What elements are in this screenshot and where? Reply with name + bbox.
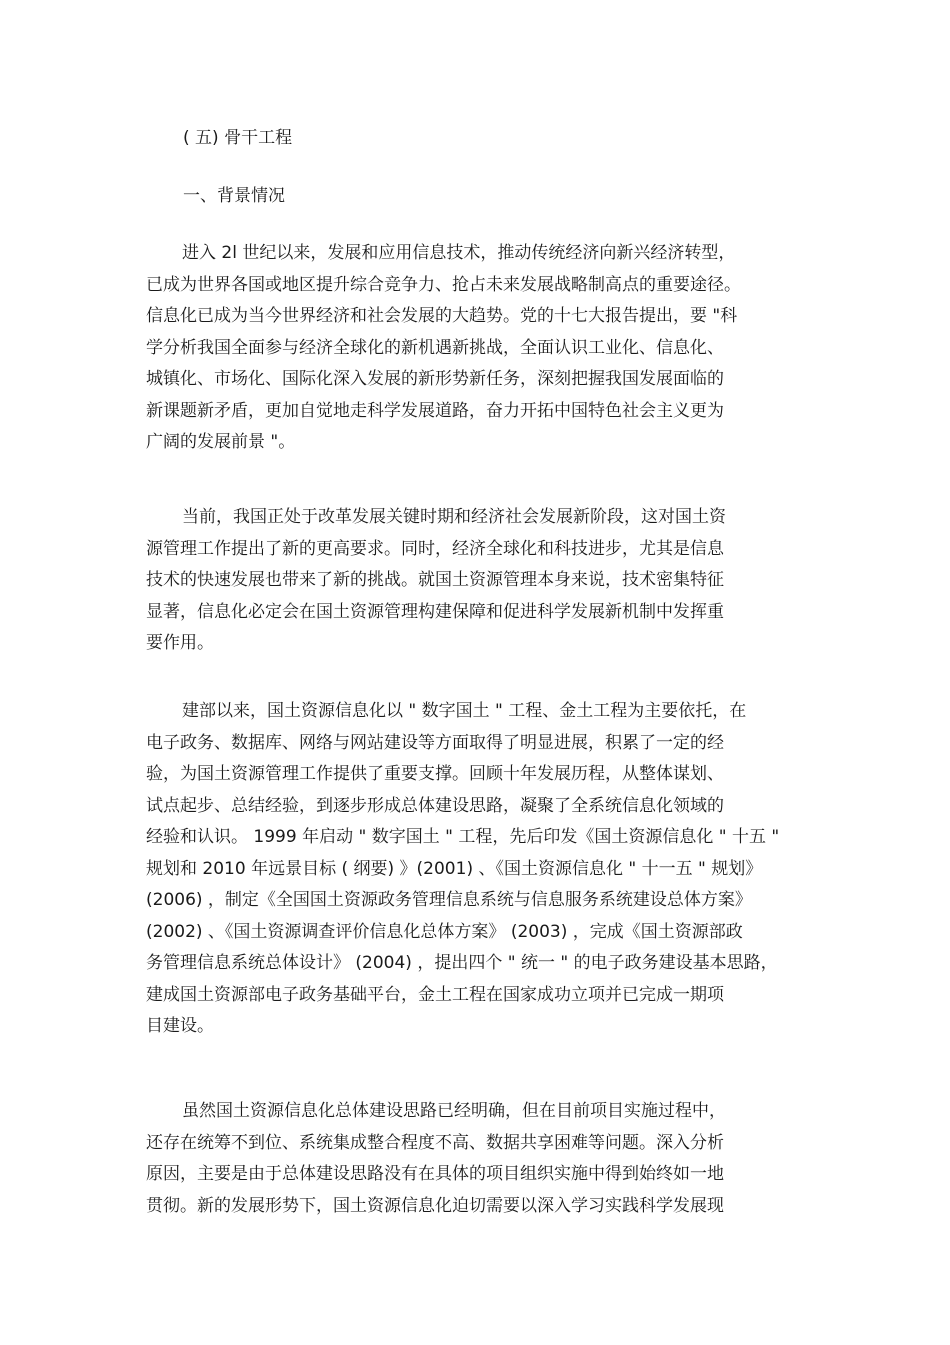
text-line: 学分析我国全面参与经济全球化的新机遇新挑战，全面认识工业化、信息化、 xyxy=(146,337,724,358)
text-line: 源管理工作提出了新的更高要求。同时，经济全球化和科技进步，尤其是信息 xyxy=(146,538,724,559)
text-line: 还存在统筹不到位、系统集成整合程度不高、数据共享困难等问题。深入分析 xyxy=(146,1132,724,1153)
text-line: 规划和 2010 年远景目标 ( 纲要) 》(2001) 、《国土资源信息化 " 十一五 " 规划》 xyxy=(146,858,763,879)
text-line: 进入 2l 世纪以来，发展和应用信息技术，推动传统经济向新兴经济转型， xyxy=(182,243,736,263)
section-heading: ( 五) 骨干工程 xyxy=(183,128,293,148)
text-line: 经验和认识。 1999 年启动 " 数字国土 " 工程，先后印发《国土资源信息化 " 十五 " xyxy=(146,827,780,847)
text-line: 目建设。 xyxy=(146,1016,214,1036)
text-line: 城镇化、市场化、国际化深入发展的新形势新任务，深刻把握我国发展面临的 xyxy=(146,369,724,389)
paragraph-background-4 xyxy=(146,1096,826,1222)
paragraph-background-2 xyxy=(146,502,826,660)
text-line: 显著，信息化必定会在国土资源管理构建保障和促进科学发展新机制中发挥重 xyxy=(146,601,724,622)
text-line: 新课题新矛盾，更加自觉地走科学发展道路，奋力开拓中国特色社会主义更为 xyxy=(146,400,724,421)
text-line: 贯彻。新的发展形势下，国土资源信息化迫切需要以深入学习实践科学发展现 xyxy=(146,1195,724,1216)
paragraph-background-1 xyxy=(146,238,826,459)
paragraph-background-3 xyxy=(146,696,826,1043)
text-line: 建部以来，国土资源信息化以 " 数字国土 " 工程、金土工程为主要依托，在 xyxy=(182,701,747,721)
text-line: 试点起步、总结经验，到逐步形成总体建设思路，凝聚了全系统信息化领域的 xyxy=(146,795,724,816)
text-line: 原因，主要是由于总体建设思路没有在具体的项目组织实施中得到始终如一地 xyxy=(146,1164,724,1184)
text-line: 当前，我国正处于改革发展关键时期和经济社会发展新阶段，这对国土资 xyxy=(182,507,726,527)
text-line: 虽然国土资源信息化总体建设思路已经明确，但在目前项目实施过程中， xyxy=(182,1101,726,1121)
text-line: 信息化已成为当今世界经济和社会发展的大趋势。党的十七大报告提出，要 "科 xyxy=(146,306,738,326)
text-line: 建成国土资源部电子政务基础平台，金土工程在国家成功立项并已完成一期项 xyxy=(146,984,724,1005)
text-line: 已成为世界各国或地区提升综合竞争力、抢占未来发展战略制高点的重要途径。 xyxy=(146,274,741,295)
text-line: 电子政务、数据库、网络与网站建设等方面取得了明显进展，积累了一定的经 xyxy=(146,732,724,753)
text-line: 广阔的发展前景 "。 xyxy=(146,432,296,452)
text-line: (2002) 、《国土资源调查评价信息化总体方案》 (2003) ，完成《国土资源部政 xyxy=(146,921,743,942)
text-line: 要作用。 xyxy=(146,633,214,653)
subsection-heading: 一、背景情况 xyxy=(183,186,285,206)
text-line: 技术的快速发展也带来了新的挑战。就国土资源管理本身来说，技术密集特征 xyxy=(146,570,724,590)
text-line: 务管理信息系统总体设计》 (2004) ，提出四个 " 统一 " 的电子政务建设基本思路， xyxy=(146,953,778,973)
text-line: 验，为国土资源管理工作提供了重要支撑。回顾十年发展历程，从整体谋划、 xyxy=(146,764,724,784)
text-line: (2006) ，制定《全国国土资源政务管理信息系统与信息服务系统建设总体方案》 xyxy=(146,890,752,910)
